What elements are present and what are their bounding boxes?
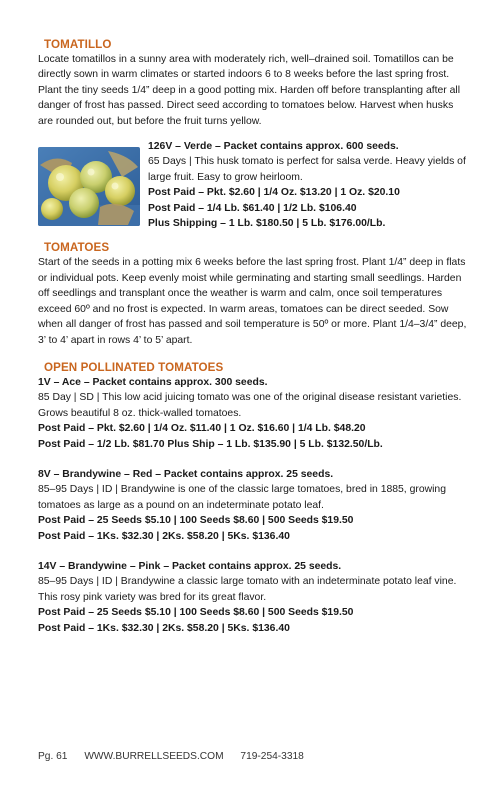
verde-item — [38, 139, 468, 231]
phone-number: 719-254-3318 — [240, 751, 304, 762]
variety-title: 14V – Brandywine – Pink – Packet contains approx. 25 seeds. — [38, 560, 342, 572]
price-line: Post Paid – Pkt. $2.60 | 1/4 Oz. $13.20 | 1 Oz. $20.10 — [148, 187, 400, 199]
price-line: Post Paid – 1/4 Lb. $61.40 | 1/2 Lb. $106.40 — [148, 202, 357, 214]
variety-description: 85–95 Days | ID | Brandywine a classic large tomato with an indeterminate potato leaf vine. This rosy pink variety was bred for its great flavor. — [38, 576, 457, 603]
price-line: Plus Shipping – 1 Lb. $180.50 | 5 Lb. $176.00/Lb. — [148, 218, 386, 230]
verde-prices — [148, 185, 468, 231]
tomatoes-heading: TOMATOES — [44, 241, 110, 255]
variety-prices — [38, 605, 468, 636]
price-line: Post Paid – 1Ks. $32.30 | 2Ks. $58.20 | 5Ks. $136.40 — [38, 622, 290, 634]
website-link[interactable]: WWW.BURRELLSEEDS.COM — [84, 751, 224, 762]
page-number: Pg. 61 — [38, 751, 68, 762]
variety-description: 85 Day | SD | This low acid juicing tomato was one of the original disease resistant varieties. Grows beautiful 8 oz. thick-walled tomatoes. — [38, 392, 462, 419]
variety-ace — [38, 375, 468, 452]
verde-title: 126V – Verde – Packet contains approx. 600 seeds. — [148, 141, 399, 153]
open-pollinated-heading: OPEN POLLINATED TOMATOES — [44, 360, 224, 374]
price-line: Post Paid – Pkt. $2.60 | 1/4 Oz. $11.40 | 1 Oz. $16.60 | 1/4 Lb. $48.20 — [38, 423, 366, 435]
variety-prices — [38, 421, 468, 452]
price-line: Post Paid – 1/2 Lb. $81.70 Plus Ship – 1 Lb. $135.90 | 5 Lb. $132.50/Lb. — [38, 438, 383, 450]
variety-title: 1V – Ace – Packet contains approx. 300 seeds. — [38, 376, 268, 388]
variety-brandywine-red — [38, 467, 468, 544]
catalog-page — [38, 38, 468, 636]
tomatillo-photo — [38, 147, 140, 226]
price-line: Post Paid – 25 Seeds $5.10 | 100 Seeds $8.60 | 500 Seeds $19.50 — [38, 515, 354, 527]
tomatillo-heading: TOMATILLO — [44, 38, 112, 51]
tomatoes-intro: Start of the seeds in a potting mix 6 weeks before the last spring frost. Plant 1/4” deep in flats or individual pots. Keep evenly moist while germinating and starting small seedlings. Harden off seedlings and transplant once the weather is warm and calm, once soil temperatures exceed 60º and no frost is expected. In warm areas, tomatoes can be direct seeded. Sow when all danger of frost has passed and soil temperature is 50º or more. Plant 1/4–3/4” deep, 3’ to 4’ apart in rows 4’ to 5’ apart. — [38, 257, 467, 346]
variety-prices — [38, 513, 468, 544]
price-line: Post Paid – 1Ks. $32.30 | 2Ks. $58.20 | 5Ks. $136.40 — [38, 530, 290, 542]
page-footer — [38, 751, 318, 762]
verde-details — [148, 139, 468, 231]
verde-description: 65 Days | This husk tomato is perfect for salsa verde. Heavy yields of large fruit. Easy to grow heirloom. — [148, 156, 466, 183]
variety-brandywine-pink — [38, 559, 468, 636]
price-line: Post Paid – 25 Seeds $5.10 | 100 Seeds $8.60 | 500 Seeds $19.50 — [38, 607, 354, 619]
variety-description: 85–95 Days | ID | Brandywine is one of the classic large tomatoes, bred in 1885, growing tomatoes as large as a pound on an indeterminate potato leaf. — [38, 484, 446, 511]
variety-title: 8V – Brandywine – Red – Packet contains approx. 25 seeds. — [38, 468, 334, 480]
tomatillo-intro: Locate tomatillos in a sunny area with moderately rich, well–drained soil. Tomatillos can be directly sown in warm climates or started indoors 6 to 8 weeks before the last spring frost. Plant the tiny seeds 1/4” deep in a good potting mix. Harden off before transplanting after all danger of frost has passed. Direct seed according to tomatoes below. Harvest when husks are rounded out, but before the fruit turns yellow. — [38, 54, 461, 127]
